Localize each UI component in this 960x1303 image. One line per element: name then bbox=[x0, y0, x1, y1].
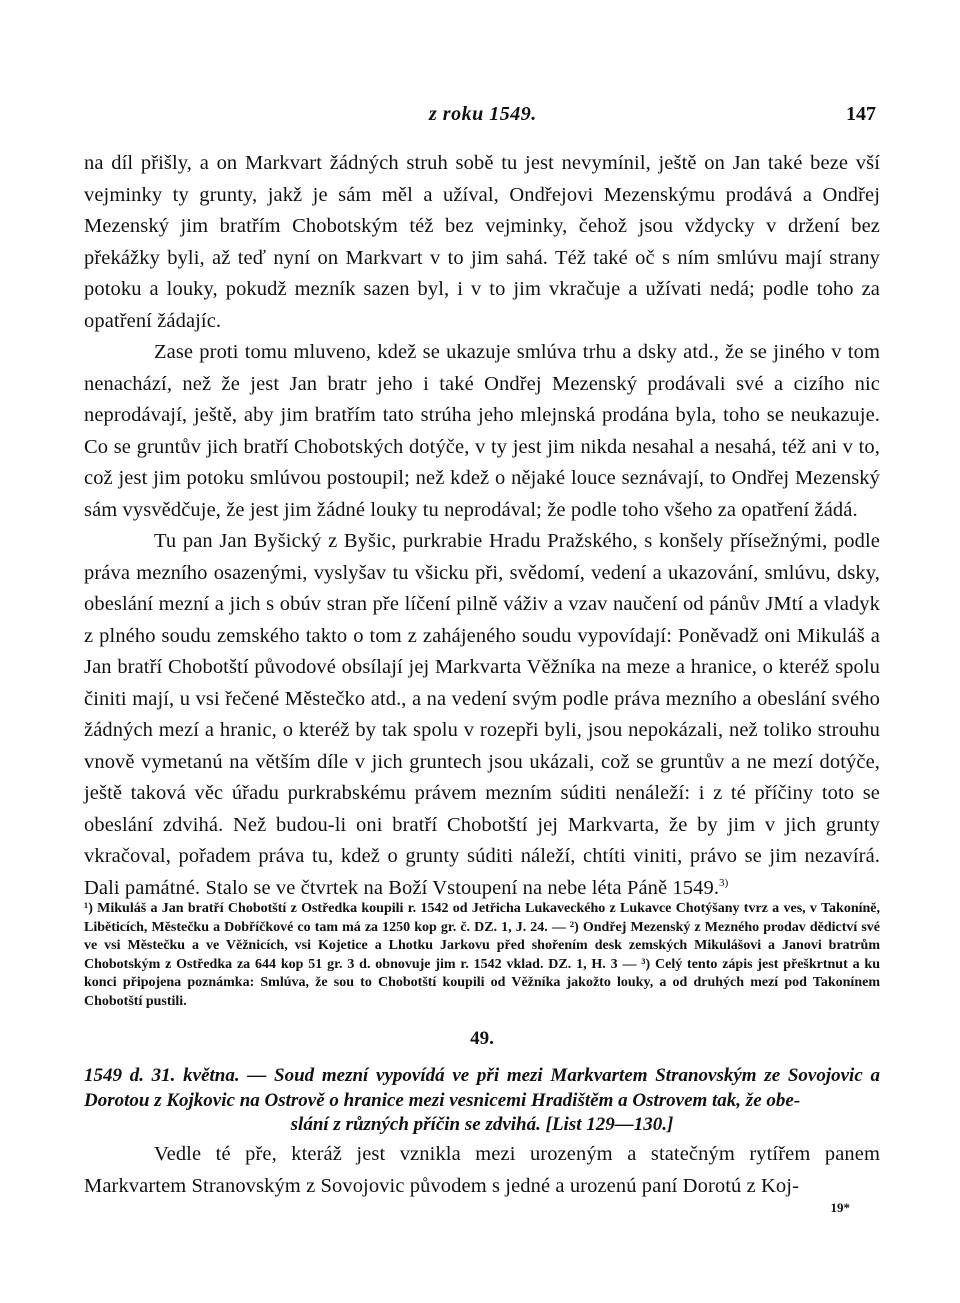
signature-mark: 19* bbox=[830, 1200, 850, 1215]
footnote-ref-3: 3) bbox=[719, 876, 729, 889]
page-header bbox=[84, 103, 880, 129]
document-opening bbox=[84, 1139, 880, 1202]
regest-line-1: 1549 d. 31. května. — Soud mezní vypovídá ve při mezi Markvartem Stranovským ze Sovojovic a Dorotou z Kojkovic na Ostrově o hranice mezi vesnicemi Hradištěm a Ostrovem tak, že obe- bbox=[84, 1065, 880, 1111]
main-text bbox=[84, 148, 880, 904]
opening-paragraph: Vedle té pře, kteráž jest vznikla mezi urozeným a statečným rytířem panem Markvartem Stranovským z Sovojovic původem s jedné a urozenú paní Dorotú z Koj- bbox=[84, 1143, 880, 1197]
page-number: 147 bbox=[846, 103, 876, 125]
paragraph-2: Zase proti tomu mluveno, kdež se ukazuje smlúva trhu a dsky atd., že se jiného v tom nenachází, než že jest Jan bratr jeho i také Ondřej Mezenský prodávali své a cizího nic neprodávají, ještě, aby jim bratřím tato strúha jeho mlejnská prodána byla, toho se neukazuje. Co se gruntův jich bratří Chobotských dotýče, v ty jest jim nikda nesahal a nesahá, též ani v to, což jest jim potoku smlúvou postoupil; než kdež o nějaké louce seznávají, to Ondřej Mezenský sám vysvědčuje, že jest jim žádné louky tu neprodával; že podle toho všeho za opatření žádá. bbox=[84, 341, 880, 521]
regest-line-2: slání z různých příčin se zdvihá. [List 129—130.] bbox=[290, 1114, 674, 1135]
document-number: 49. bbox=[470, 1028, 494, 1049]
footnote-block: ¹) Mikuláš a Jan bratří Chobotští z Ostředka koupili r. 1542 od Jetřicha Lukaveckého z Lukavce Chotýšany tvrz a ves, v Takoníně, Liběticích, Městečku a Dobříčkové co tam má za 1250 kop gr. č. DZ. 1, J. 24. — ²) Ondřej Mezenský z Mezného prodav dědictví své ve vsi Městečku a ve Věžnicích, vsi Kojetice a Lhotku Jarkovu před shořením desk zemských Mikulášovi a Janovi bratrům Chobotským z Ostředka za 644 kop 51 gr. 3 d. obnovuje jim r. 1542 vklad. DZ. 1, H. 3 — ³) Celý tento zápis jest přeškrtnut a ku konci připojena poznámka: Smlúva, že sou to Chobotští koupili od Věžníka jakožto louky, a od druhých mezí pod Takonínem Chobotští pustili. bbox=[84, 901, 880, 1009]
regest bbox=[84, 1064, 880, 1138]
paragraph-3 bbox=[84, 526, 880, 904]
paragraph-3-text: Tu pan Jan Byšický z Byšic, purkrabie Hradu Pražského, s konšely přísežnými, podle práva mezního osazenými, vyslyšav tu všicku při, svědomí, vedení a ukazování, smlúvu, dsky, obeslání mezní a jich s obúv stran pře líčení pilně váživ a vzav naučení od pánův JMtí a vladyk z plného soudu zemského takto o tom z zahájeného soudu vypovídají: Poněvadž oni Mikuláš a Jan bratří Chobotští původové obsílají jej Markvarta Věžníka na meze a hranice, o kteréž spolu činiti mají, u vsi řečené Městečko atd., a na vedení svým podle práva mezního a obeslání svého žádných mezí a hranic, o kteréž by tak spolu v rozepři byli, jsou nepokázali, než toliko strouhu vnově vymetanú na větším díle v jich gruntech jsou ukázali, což se gruntův a ne mezí dotýče, ještě taková věc úřadu purkrabskému právem mezním súditi nenáleží: i z té příčiny toto se obeslání zdvihá. Než budou-li oni bratří Chobotští jej Markvarta, že by jim v jich grunty vkračoval, pořadem práva tu, kdež o grunty súditi náleží, chtíti viniti, právo se jim nezavírá. Dali památné. Stalo se ve čtvrtek na Boží Vstoupení na nebe léta Páně 1549. bbox=[84, 530, 880, 899]
paragraph-1: na díl přišly, a on Markvart žádných struh sobě tu jest nevymínil, ještě on Jan také beze vší vejminky ty grunty, jakž je sám měl a užíval, Ondřejovi Mezenskýmu prodává a Ondřej Mezenský jim bratřím Chobotským též bez vejminky, čehož jsou vždycky v držení bez překážky byli, až teď nyní on Markvart v to jim sahá. Též také oč s ním smlúvu mají strany potoku a louky, pokudž mezník sazen byl, i v to jim vkračuje a užívati nedá; podle toho za opatření žádajíc. bbox=[84, 152, 880, 332]
running-title: z roku 1549. bbox=[429, 103, 537, 125]
footnotes bbox=[84, 900, 880, 1012]
